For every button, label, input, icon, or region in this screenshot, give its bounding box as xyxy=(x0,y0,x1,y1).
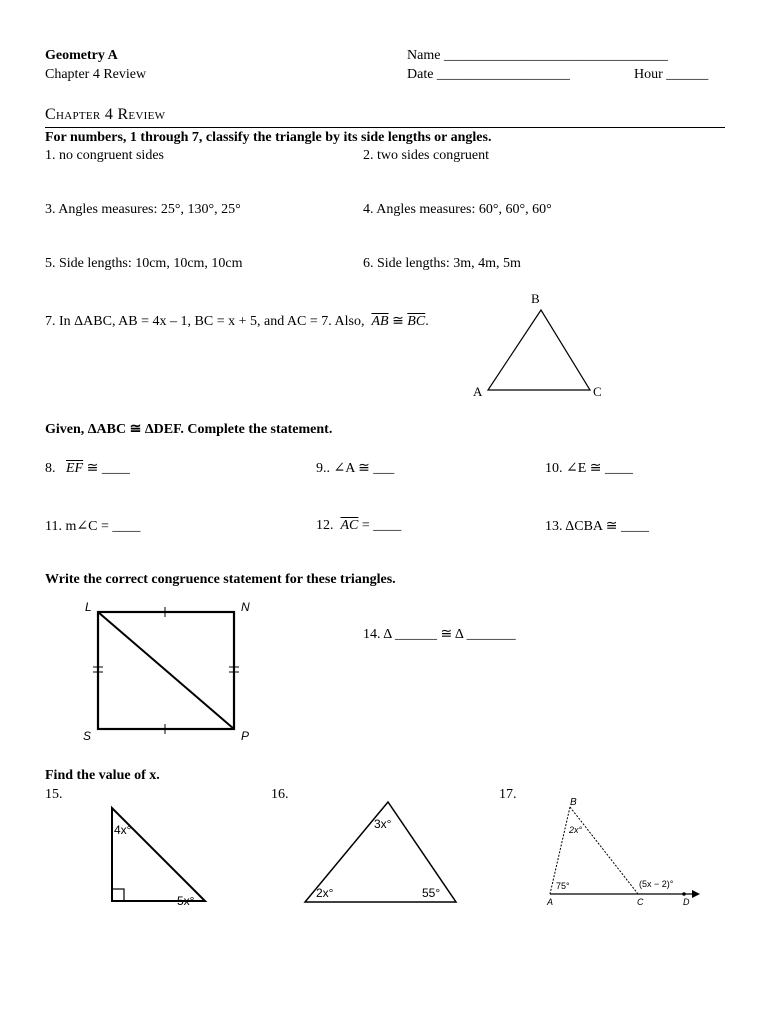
question-6: 6. Side lengths: 3m, 4m, 5m xyxy=(363,256,521,271)
course-subtitle: Chapter 4 Review xyxy=(45,67,147,82)
vertex-label-b: B xyxy=(531,291,540,306)
fig17-label-c: C xyxy=(637,897,644,907)
section3-instruction: Write the correct congruence statement for these triangles. xyxy=(45,572,396,587)
question-9: 9.. ∠A ≅ ___ xyxy=(316,461,395,476)
page-title: Chapter 4 Review xyxy=(45,106,166,123)
question-15: 15. xyxy=(45,787,63,802)
question-3: 3. Angles measures: 25°, 130°, 25° xyxy=(45,202,241,217)
vertex-label-n: N xyxy=(241,600,250,614)
section1-instruction: For numbers, 1 through 7, classify the triangle by its side lengths or angles. xyxy=(45,130,492,145)
date-field[interactable]: Date ___________________ xyxy=(407,67,570,82)
question-16: 16. xyxy=(271,787,289,802)
question-8: 8. $\overline{EF}$ ≅ ____ xyxy=(45,461,130,476)
segment-bc: $\overline{BC}$ xyxy=(407,314,426,329)
course-title: Geometry A xyxy=(45,48,118,63)
question-14: 14. Δ ______ ≅ Δ _______ xyxy=(363,627,516,642)
vertex-label-l: L xyxy=(85,600,92,614)
fig15-bottom-angle: 5x° xyxy=(177,894,195,908)
hour-field[interactable]: Hour ______ xyxy=(634,67,709,82)
fig17-label-a: A xyxy=(547,897,554,907)
fig17-angle-a: 75° xyxy=(556,881,570,891)
section4-instruction: Find the value of x. xyxy=(45,768,160,783)
vertex-label-p: P xyxy=(241,729,250,743)
fig17-angle-b: 2x° xyxy=(569,825,583,835)
segment-ab: $\overline{AB}$ xyxy=(371,314,389,329)
question-4: 4. Angles measures: 60°, 60°, 60° xyxy=(363,202,552,217)
fig17-exterior-angle: (5x − 2)° xyxy=(639,879,674,889)
vertex-label-a: A xyxy=(473,384,483,399)
name-field[interactable]: Name ________________________________ xyxy=(407,48,668,63)
question-5: 5. Side lengths: 10cm, 10cm, 10cm xyxy=(45,256,243,271)
question-17: 17. xyxy=(499,787,517,802)
question-1: 1. no congruent sides xyxy=(45,148,164,163)
fig15-top-angle: 4x° xyxy=(114,823,132,837)
fig17-label-d: D xyxy=(683,897,690,907)
fig16-left-angle: 2x° xyxy=(316,886,334,900)
fig17-label-b: B xyxy=(570,797,577,808)
question-10: 10. ∠E ≅ ____ xyxy=(545,461,634,476)
question-11: 11. m∠C = ____ xyxy=(45,519,141,534)
question-7: 7. In ΔABC, AB = 4x – 1, BC = x + 5, and AC = 7. Also, $\overline{AB}$ ≅ $\overline{BC}$. xyxy=(45,314,429,329)
section2-instruction: Given, ΔABC ≅ ΔDEF. Complete the statement. xyxy=(45,422,333,437)
question-13: 13. ΔCBA ≅ ____ xyxy=(545,519,649,534)
ray-arrow-icon xyxy=(692,890,700,898)
vertex-label-s: S xyxy=(83,729,92,743)
fig16-top-angle: 3x° xyxy=(374,817,392,831)
fig16-right-angle: 55° xyxy=(422,886,441,900)
question-2: 2. two sides congruent xyxy=(363,148,489,163)
vertex-label-c: C xyxy=(593,384,602,399)
question-12: 12. $\overline{AC}$ = ____ xyxy=(316,518,402,533)
